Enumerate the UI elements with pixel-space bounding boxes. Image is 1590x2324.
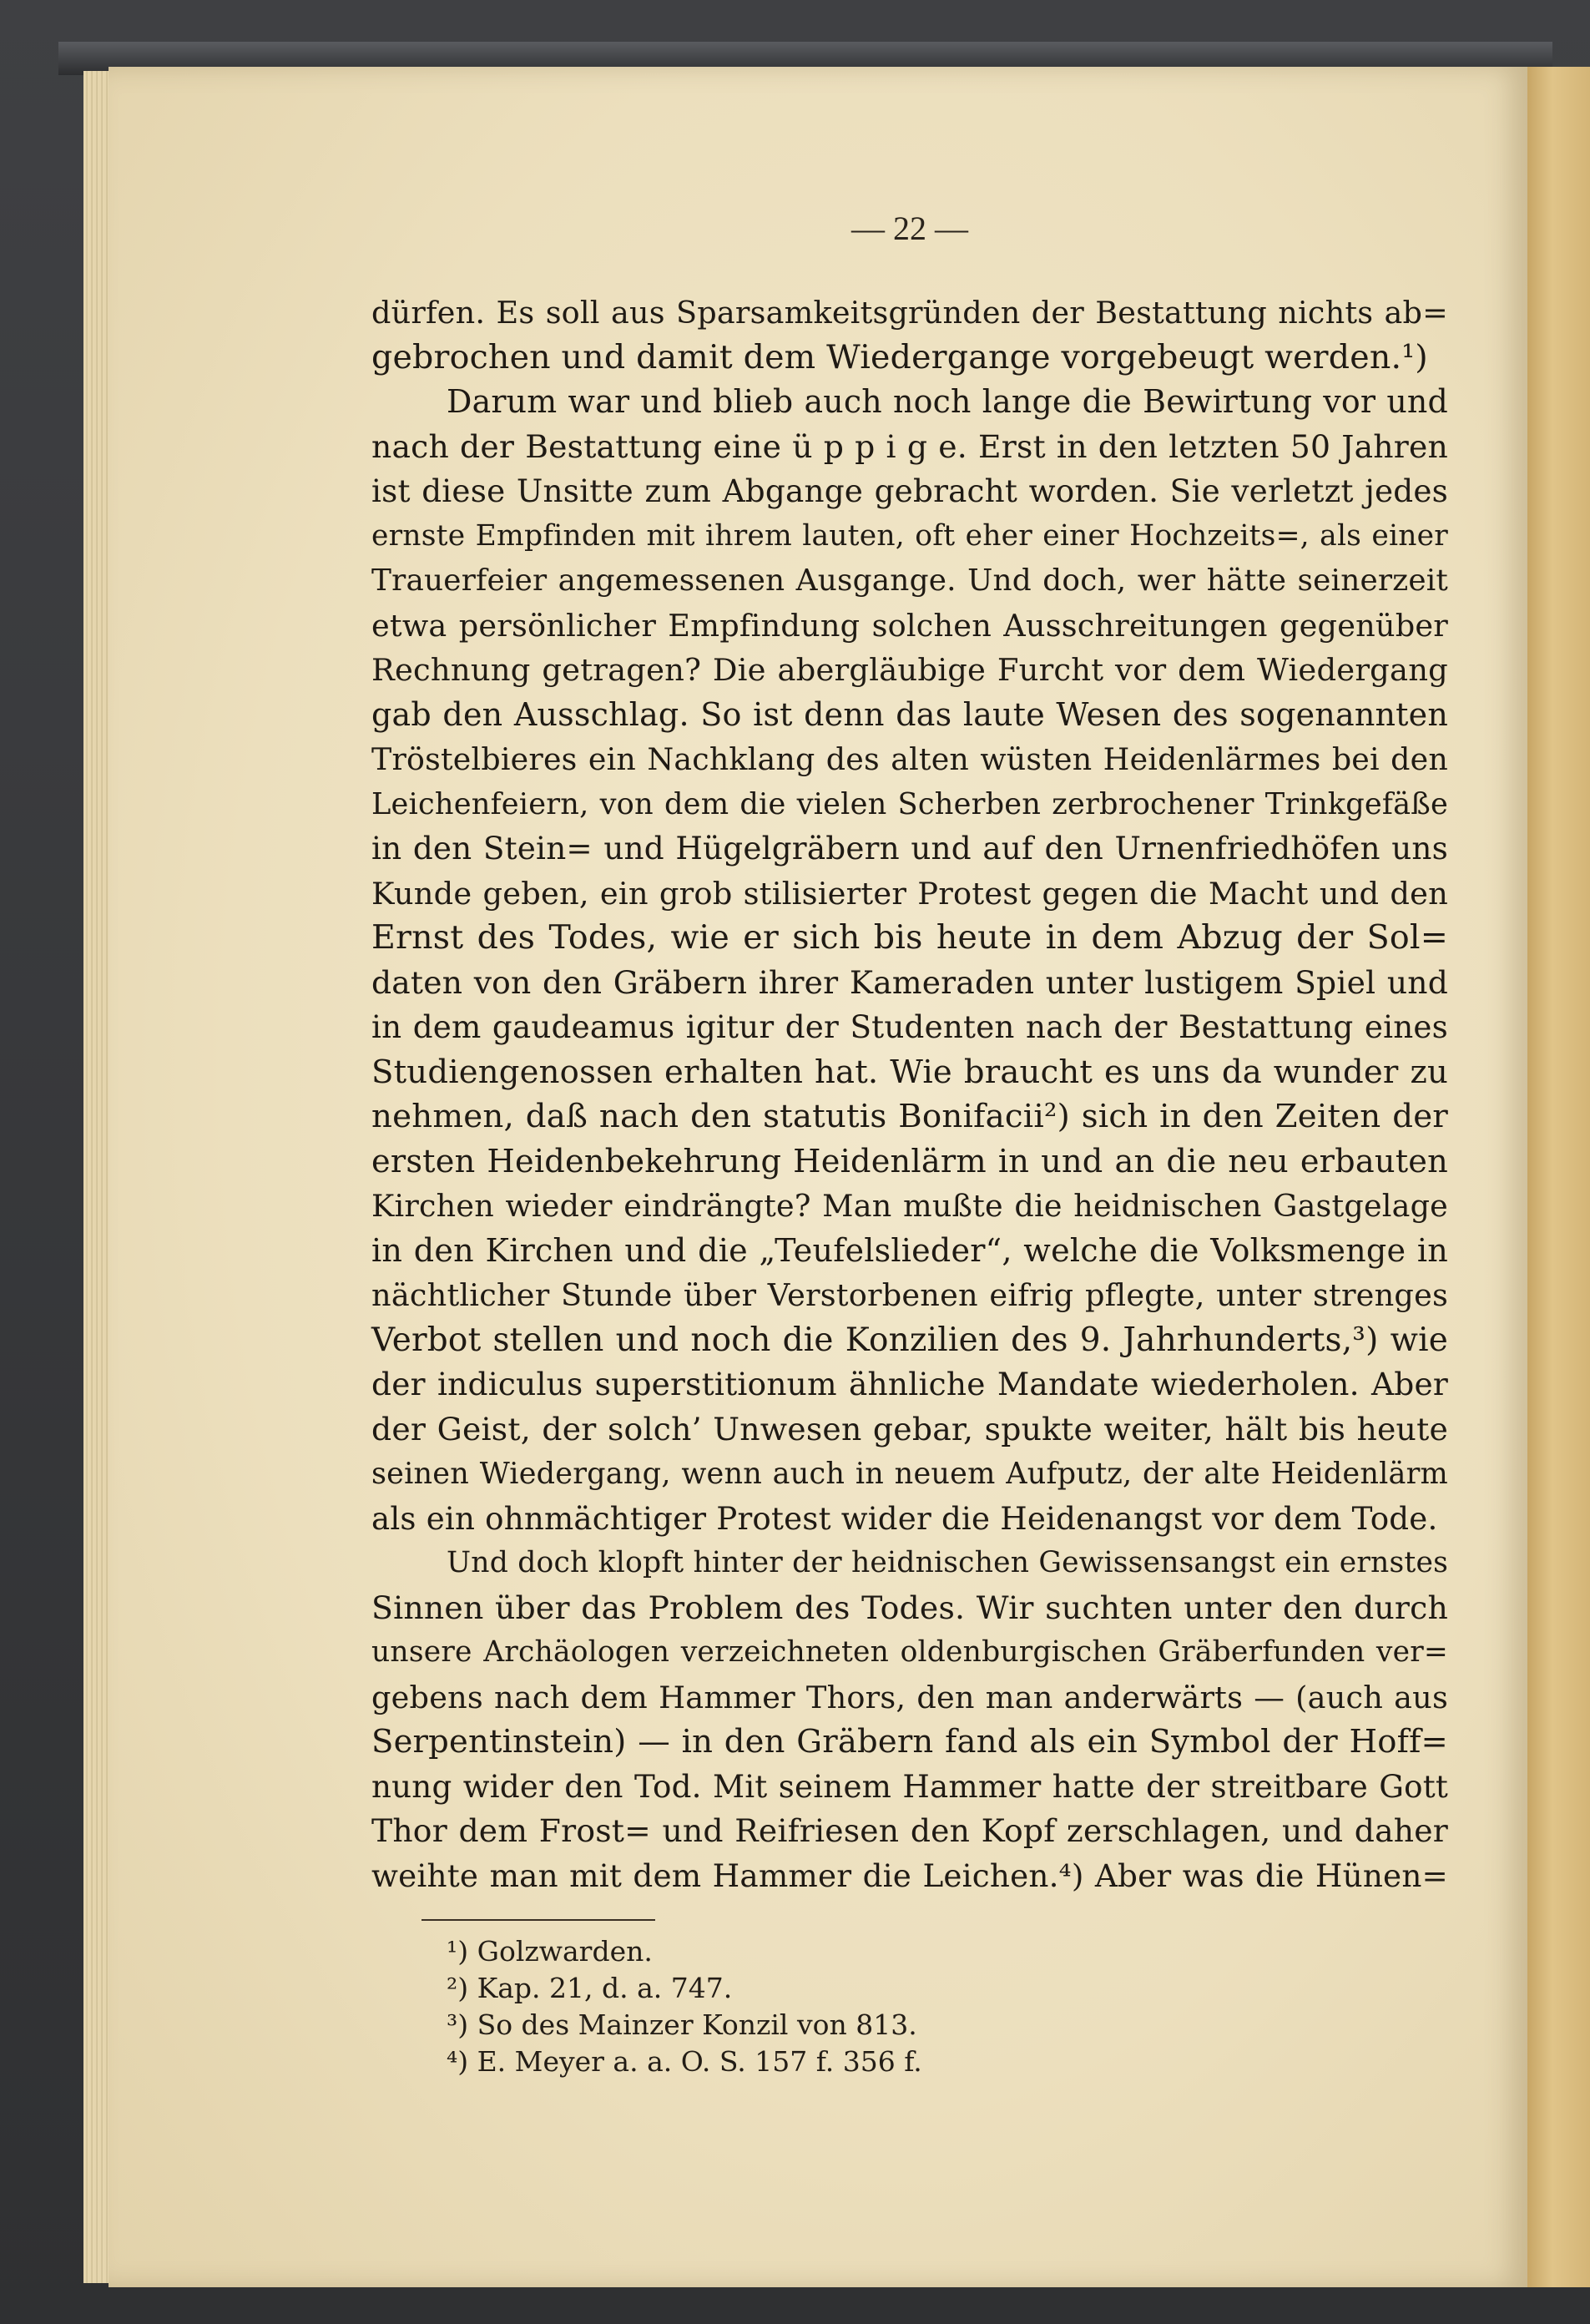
text-line: daten von den Gräbern ihrer Kameraden unter lustigem Spiel und [371, 963, 1448, 1001]
text-line: nächtlicher Stunde über Verstorbenen eifrig pflegte, unter strenges [371, 1277, 1448, 1313]
footnote-4: ⁴) E. Meyer a. a. O. S. 157 f. 356 f. [447, 2045, 922, 2078]
footnote-3: ³) So des Mainzer Konzil von 813. [447, 2008, 917, 2041]
text-line: in dem gaudeamus igitur der Studenten nach der Bestattung eines [371, 1008, 1448, 1045]
text-line: der indiculus superstitionum ähnliche Mandate wiederholen. Aber [371, 1366, 1448, 1402]
text-line: etwa persönlicher Empfindung solchen Ausschreitungen gegenüber [371, 607, 1448, 644]
paragraph-2 [371, 380, 1448, 1541]
footnote-rule [421, 1919, 655, 1921]
paragraph-1 [371, 290, 1448, 380]
text-line: Darum war und blieb auch noch lange die Bewirtung vor und [447, 383, 1448, 420]
footnote-2: ²) Kap. 21, d. a. 747. [447, 1972, 733, 2004]
text-line: ersten Heidenbekehrung Heidenlärm in und an die neu erbauten [371, 1142, 1448, 1180]
text-line: Thor dem Frost= und Reifriesen den Kopf zerschlagen, und daher [371, 1812, 1448, 1849]
text-line: in den Kirchen und die „Teufelslieder“, welche die Volksmenge in [371, 1231, 1448, 1269]
text-line: unsere Archäologen verzeichneten oldenburgischen Gräberfunden ver= [371, 1635, 1448, 1669]
text-line: nach der Bestattung eine ü p p i g e. Erst in den letzten 50 Jahren [371, 427, 1448, 465]
text-line: Rechnung getragen? Die abergläubige Furcht vor dem Wiedergang [371, 652, 1448, 688]
text-line: ernste Empfinden mit ihrem lauten, oft eher einer Hochzeits=, als einer [371, 518, 1448, 553]
footnotes [447, 1933, 1198, 2080]
text-line: Leichenfeiern, von dem die vielen Scherben zerbrochener Trinkgefäße [371, 786, 1448, 821]
text-line: seinen Wiedergang, wenn auch in neuem Aufputz, der alte Heidenlärm [371, 1457, 1448, 1491]
page-number: — 22 — [851, 210, 968, 247]
text-line: Ernst des Todes, wie er sich bis heute in dem Abzug der Sol= [371, 918, 1448, 957]
text-line: der Geist, der solch’ Unwesen gebar, spukte weiter, hält bis heute [371, 1410, 1448, 1447]
facing-page-edge [1527, 67, 1590, 2287]
text-line: Und doch klopft hinter der heidnischen Gewissensangst ein ernstes [447, 1546, 1448, 1579]
text-line: Sinnen über das Problem des Todes. Wir suchten unter den durch [371, 1589, 1448, 1626]
text-line: dürfen. Es soll aus Sparsamkeitsgründen der Bestattung nichts ab= [371, 295, 1448, 331]
text-line: gebens nach dem Hammer Thors, den man anderwärts — (auch aus [371, 1679, 1448, 1715]
text-line: nehmen, daß nach den statutis Bonifacii²) sich in den Zeiten der [371, 1098, 1448, 1135]
text-line: ist diese Unsitte zum Abgange gebracht worden. Sie verletzt jedes [371, 472, 1448, 509]
footnote-1: ¹) Golzwarden. [447, 1935, 653, 1968]
text-line: als ein ohnmächtiger Protest wider die Heidenangst vor dem Tode. [371, 1499, 1438, 1537]
text-line: nung wider den Tod. Mit seinem Hammer hatte der streitbare Gott [371, 1767, 1448, 1805]
text-line: Kirchen wieder eindrängte? Man mußte die heidnischen Gastgelage [371, 1188, 1448, 1224]
text-line: Studiengenossen erhalten hat. Wie braucht es uns da wunder zu [371, 1053, 1448, 1091]
text-line: Serpentinstein) — in den Gräbern fand als ein Symbol der Hoff= [371, 1723, 1448, 1761]
text-line: in den Stein= und Hügelgräbern und auf den Urnenfriedhöfen uns [371, 830, 1448, 866]
text-line: Tröstelbieres ein Nachklang des alten wüsten Heidenlärmes bei den [371, 741, 1448, 777]
text-line: weihte man mit dem Hammer die Leichen.⁴) Aber was die Hünen= [371, 1857, 1448, 1894]
text-line: Trauerfeier angemessenen Ausgange. Und doch, wer hätte seinerzeit [371, 563, 1448, 598]
text-line: gab den Ausschlag. So ist denn das laute Wesen des sogenannten [371, 695, 1448, 733]
text-line: Verbot stellen und noch die Konzilien des 9. Jahrhunderts,³) wie [371, 1321, 1448, 1359]
paragraph-3 [371, 1541, 1448, 1898]
text-line: Kunde geben, ein grob stilisierter Protest gegen die Macht und den [371, 875, 1448, 912]
body-text [371, 290, 1448, 1898]
text-line: gebrochen und damit dem Wiedergange vorgebeugt werden.¹) [371, 337, 1428, 376]
